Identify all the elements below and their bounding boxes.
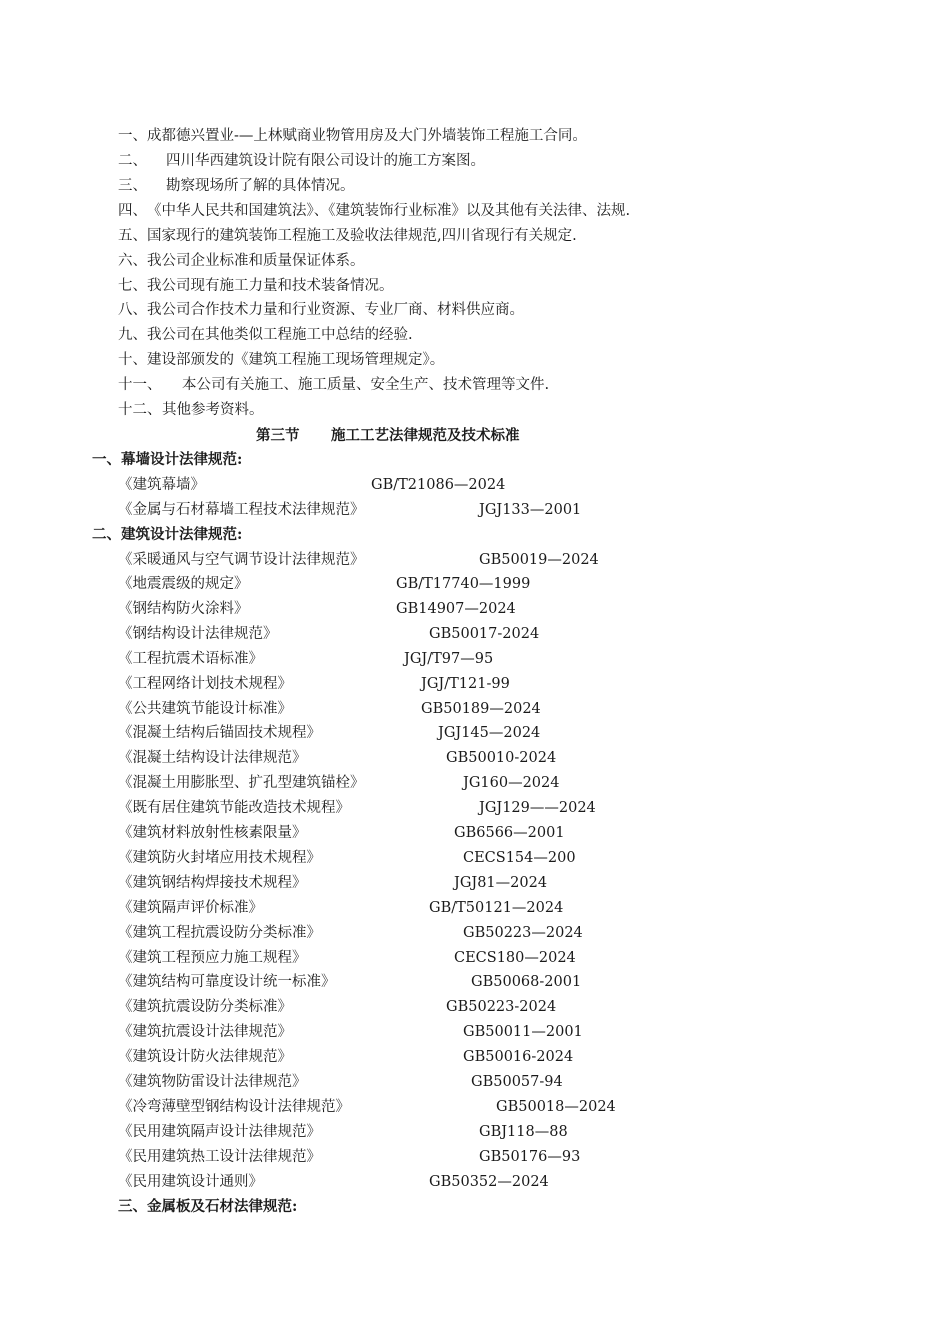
document-page: 一、 成都德兴置业-—上林赋商业物管用房及大门外墙装饰工程施工合同。 二、 四川华西建筑设计院有限公司设计的施工方案图。 三、 勘察现场所了解的具体情况。 四、 《中华人民共和国建筑法》、《建筑装饰行业标准》以及其他有关法律、法规. 五、 国家现行的建筑装饰工程施工及验收法律规范,四川省现行有关规定. 六、 我公司企业标准和质量保证体系。 七、 我公司现有施工力量和技术装备情况。 八、 我公司合作技术力量和行业资源、专业厂商、材料供应商。 九、 我公司在其他类似工程施工中总结的经验. 十、 建设部颁发的《建筑工程施工现场管理规定》。 十一、 本公司有关施工、施工质量、安全生产、技术管理等文件. 十二、 其他参考资料。 第三节 施工工艺法律规范及技术标准 一、幕墙设计法律规范: 《建筑幕墙》 GB/T21086—2024 《金属与石材幕墙工程技术法律规范》 JGJ133—2001 二、建筑设计法律规范: 《采暖通风与空气调节设计法律规范》 GB50019—2024 《地震震级的规定》 GB/T17740—1999 《钢结构防火涂料》 GB14907—2024 《钢结构设计法律规范》 GB50017-2024 《工程抗震术语标准》 JGJ/T97—95 《工程网络计划技术规程》 JGJ/T121-99 《公共建筑节能设计标准》 GB50189—2024 《混凝土结构后锚固技术规程》 JGJ145—2024 《混凝土结构设计法律规范》 GB50010-2024 《混凝土用膨胀型、扩孔型建筑锚栓》 JG160—2024 《既有居住建筑节能改造技术规程》 JGJ129——2024 《建筑材料放射性核素限量》 GB6566—2001 《建筑防火封堵应用技术规程》 CECS154—200 《建筑钢结构焊接技术规程》 JGJ81—2024 《建筑隔声评价标准》 GB/T50121—2024 《建筑工程抗震设防分类标准》 GB50223—2024 《建筑工程预应力施工规程》 CECS180—2024 《建筑结构可靠度设计统一标准》 GB50068-2001 《建筑抗震设防分类标准》 GB50223-2024 《建筑抗震设计法律规范》 GB50011—2001 《建筑设计防火法律规范》 GB50016-2024 《建筑物防雷设计法律规范》 GB50057-94 《冷弯薄壁型钢结构设计法律规范》 GB50018—2024 《民用建筑隔声设计法律规范》 GBJ118—88 《民用建筑热工设计法律规范》 GB50176—93 《民用建筑设计通则》 GB50352—2024 三、金属板及石材法律规范:: [92, 128, 631, 1215]
